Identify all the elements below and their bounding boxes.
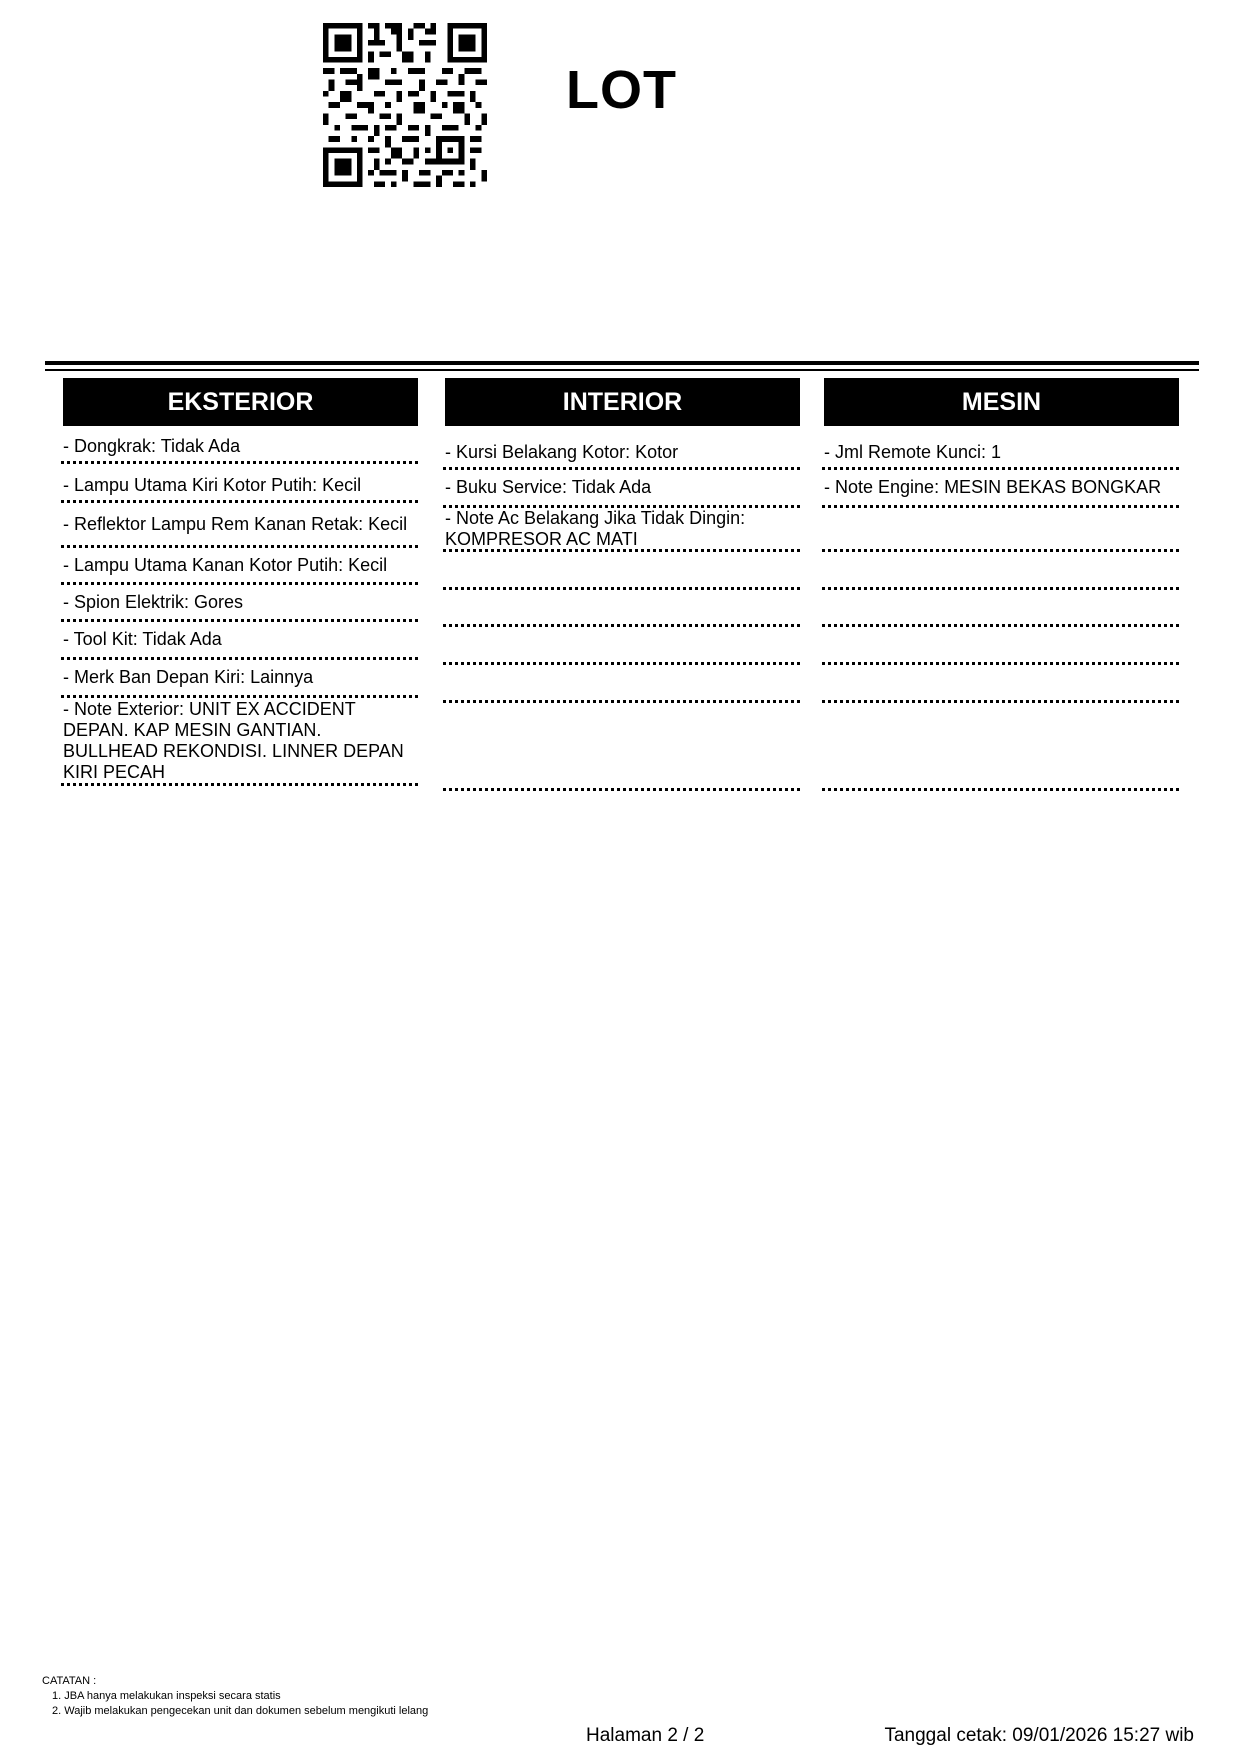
- eksterior-heading: EKSTERIOR: [63, 378, 418, 426]
- note-line: 2. Wajib melakukan pengecekan unit dan dokumen sebelum mengikuti lelang: [52, 1705, 429, 1717]
- mesin-item: - Jml Remote Kunci: 1: [822, 432, 1179, 470]
- notes-title: CATATAN :: [42, 1675, 97, 1687]
- interior-item: - Buku Service: Tidak Ada: [443, 470, 800, 508]
- interior-item: [443, 703, 800, 791]
- mesin-column: [824, 378, 1179, 791]
- eksterior-item: - Reflektor Lampu Rem Kanan Retak: Kecil: [61, 503, 418, 548]
- mesin-item: [822, 703, 1179, 791]
- mesin-item: [822, 552, 1179, 590]
- header-divider: [45, 361, 1199, 365]
- header-divider-thin: [45, 369, 1199, 371]
- page-number: Halaman 2 / 2: [586, 1725, 705, 1746]
- interior-item: [443, 665, 800, 703]
- interior-column: [445, 378, 800, 791]
- footer-notes: [42, 1674, 428, 1719]
- interior-item: [443, 552, 800, 590]
- note-line: 1. JBA hanya melakukan inspeksi secara statis: [52, 1690, 281, 1702]
- interior-item: - Note Ac Belakang Jika Tidak Dingin: KOMPRESOR AC MATI: [443, 508, 800, 552]
- eksterior-item: - Merk Ban Depan Kiri: Lainnya: [61, 660, 418, 698]
- mesin-item: [822, 665, 1179, 703]
- mesin-item: [822, 590, 1179, 627]
- mesin-heading: MESIN: [824, 378, 1179, 426]
- qr-code-icon: [323, 23, 487, 187]
- mesin-item: [822, 508, 1179, 552]
- eksterior-item: - Lampu Utama Kiri Kotor Putih: Kecil: [61, 464, 418, 503]
- interior-item: [443, 627, 800, 665]
- mesin-item: [822, 627, 1179, 665]
- eksterior-item: - Lampu Utama Kanan Kotor Putih: Kecil: [61, 548, 418, 585]
- print-date: Tanggal cetak: 09/01/2026 15:27 wib: [884, 1725, 1194, 1746]
- eksterior-item: - Spion Elektrik: Gores: [61, 585, 418, 622]
- eksterior-column: [63, 378, 418, 786]
- interior-item: [443, 590, 800, 627]
- mesin-item: - Note Engine: MESIN BEKAS BONGKAR: [822, 470, 1179, 508]
- eksterior-item: - Tool Kit: Tidak Ada: [61, 622, 418, 660]
- interior-heading: INTERIOR: [445, 378, 800, 426]
- eksterior-item: - Dongkrak: Tidak Ada: [61, 432, 418, 464]
- eksterior-item: - Note Exterior: UNIT EX ACCIDENT DEPAN. KAP MESIN GANTIAN. BULLHEAD REKONDISI. LINNER DEPAN KIRI PECAH: [61, 698, 418, 786]
- interior-item: - Kursi Belakang Kotor: Kotor: [443, 432, 800, 470]
- lot-title: LOT: [566, 60, 677, 120]
